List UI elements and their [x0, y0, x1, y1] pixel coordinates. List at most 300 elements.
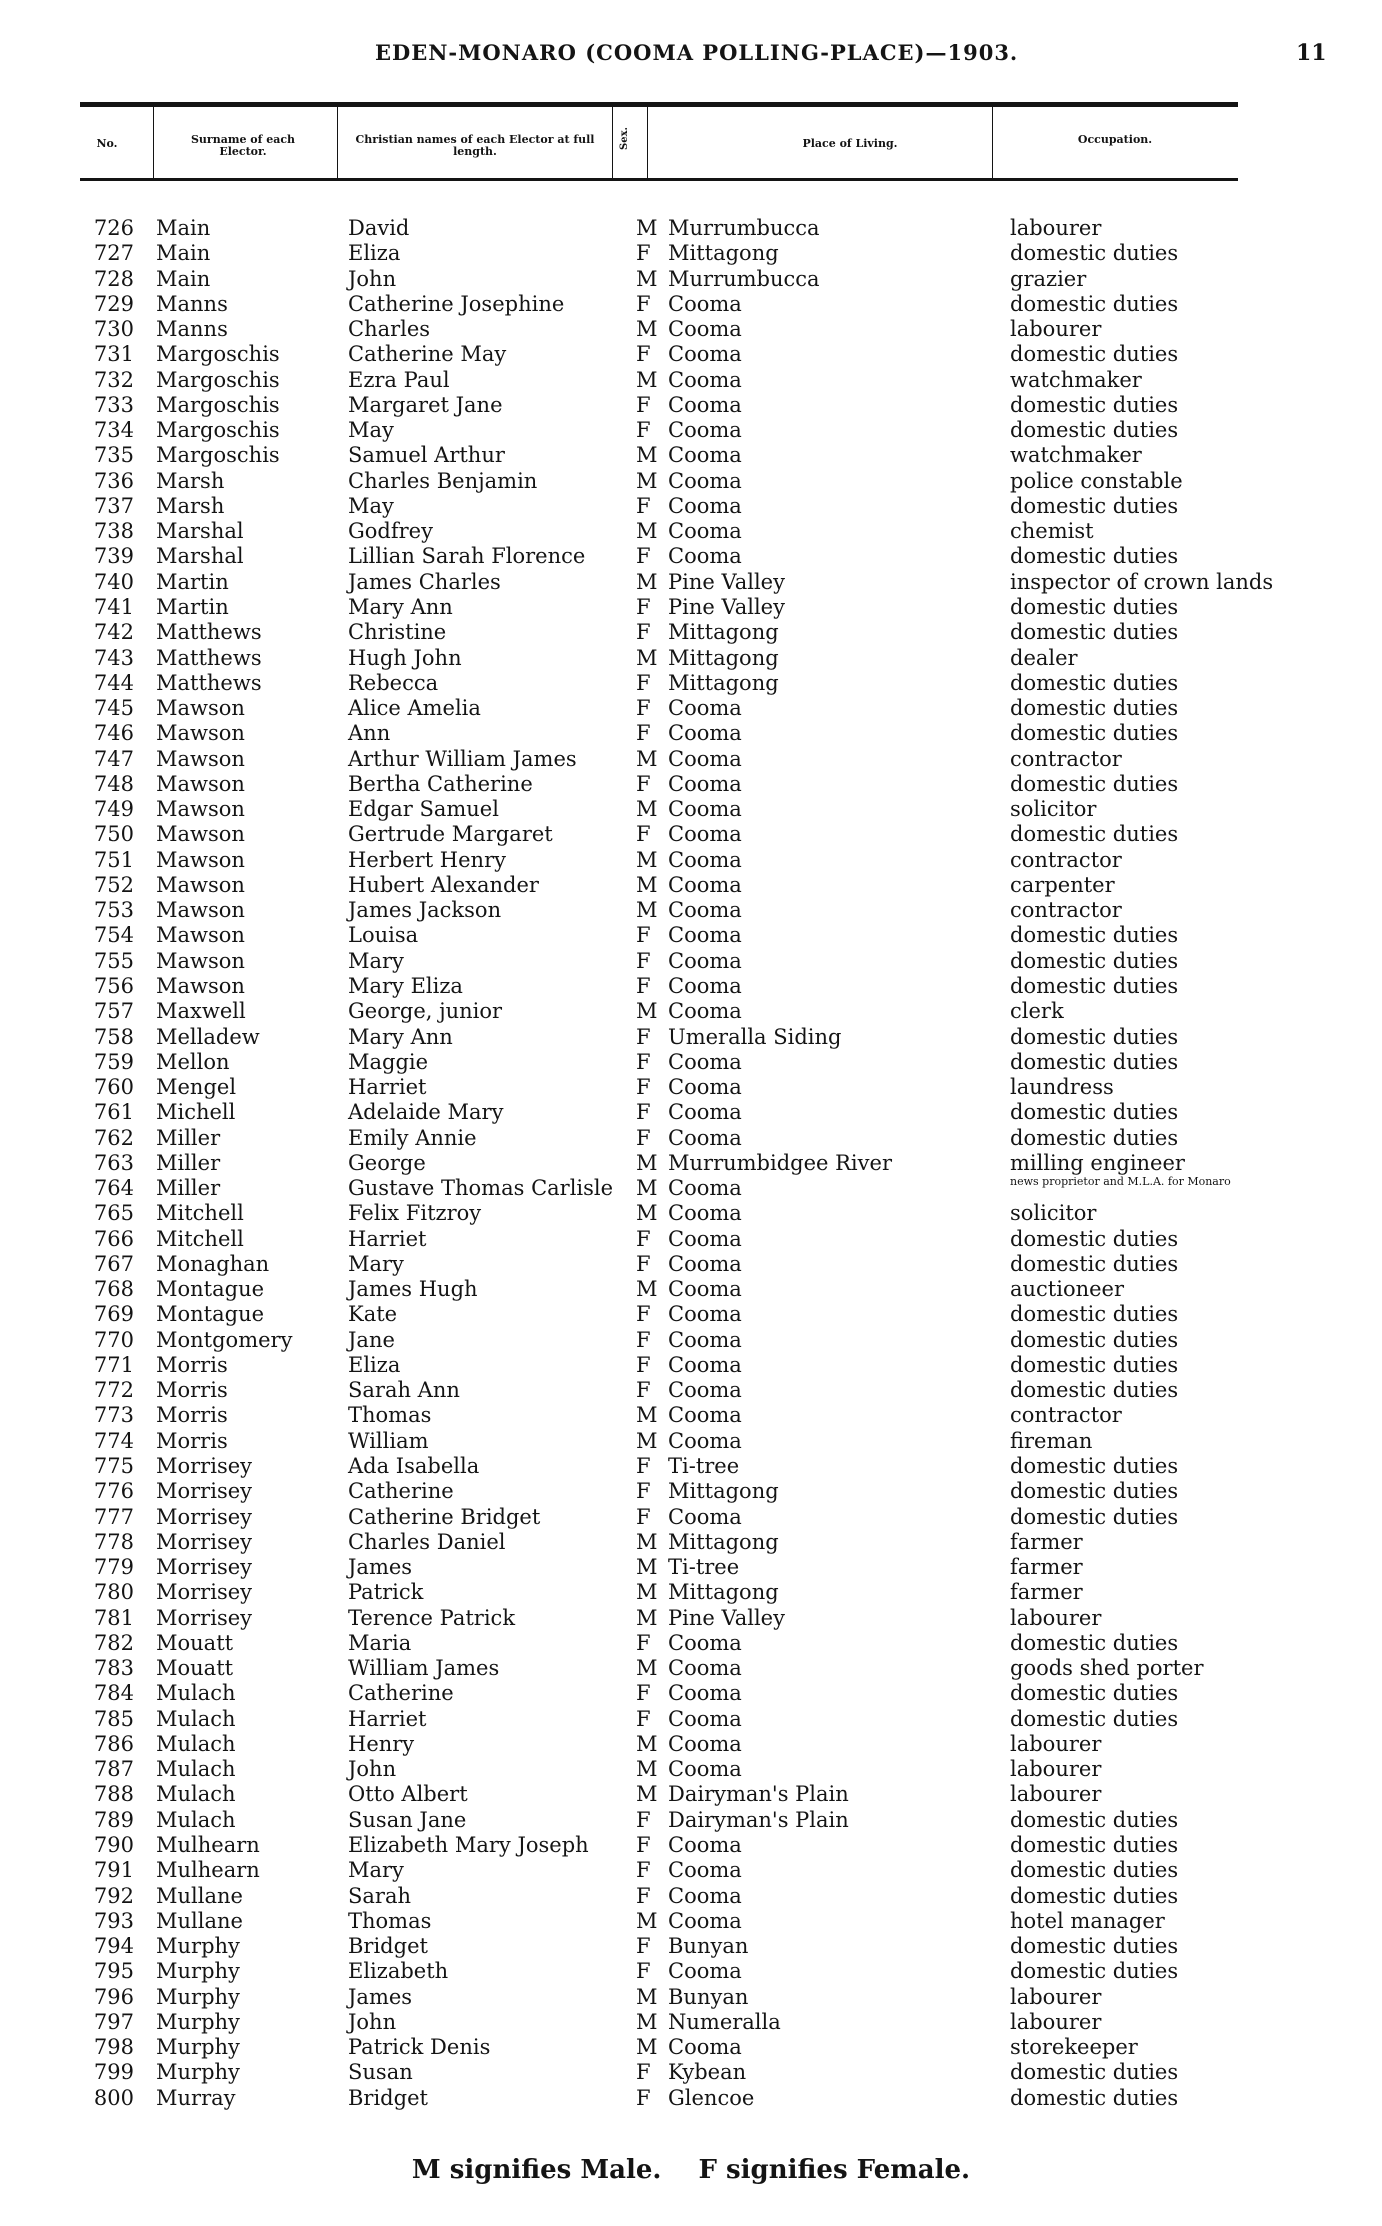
table-row — [0, 1454, 1382, 1479]
elector-surname: Morrisey — [156, 1504, 253, 1529]
elector-place-of-living: Cooma — [668, 898, 742, 923]
elector-surname: Marsh — [156, 468, 225, 493]
elector-occupation: farmer — [1010, 1580, 1083, 1605]
elector-occupation: farmer — [1010, 1529, 1083, 1554]
elector-christian-names: Terence Patrick — [348, 1605, 516, 1630]
elector-number: 757 — [93, 999, 134, 1024]
table-row — [0, 1025, 1382, 1050]
elector-christian-names: John — [348, 2009, 397, 2034]
table-row — [0, 1681, 1382, 1706]
table-row — [0, 797, 1382, 822]
column-header-place: Place of Living. — [802, 137, 898, 150]
elector-number: 783 — [93, 1656, 134, 1681]
elector-surname: Mulhearn — [156, 1858, 260, 1883]
elector-occupation: labourer — [1010, 317, 1102, 342]
elector-occupation: domestic duties — [1010, 923, 1179, 948]
elector-christian-names: Susan — [348, 2060, 413, 2085]
table-row — [0, 368, 1382, 393]
elector-table-body — [0, 216, 1382, 2111]
elector-number: 745 — [93, 696, 134, 721]
elector-christian-names: Charles Daniel — [348, 1529, 506, 1554]
elector-surname: Mawson — [156, 847, 245, 872]
elector-number: 790 — [93, 1833, 134, 1857]
elector-christian-names: Catherine Josephine — [348, 291, 565, 316]
elector-surname: Montgomery — [156, 1327, 293, 1352]
elector-occupation: domestic duties — [1010, 822, 1179, 847]
elector-sex: M — [636, 2035, 658, 2060]
elector-number: 760 — [93, 1075, 134, 1100]
elector-sex: M — [636, 1428, 658, 1453]
elector-sex: M — [636, 1555, 658, 1580]
elector-surname: Margoschis — [156, 342, 280, 367]
elector-number: 770 — [93, 1327, 134, 1352]
table-row — [0, 292, 1382, 317]
elector-occupation: solicitor — [1010, 1201, 1097, 1226]
elector-occupation: domestic duties — [1010, 973, 1179, 998]
table-row — [0, 1934, 1382, 1959]
elector-surname: Miller — [156, 1150, 221, 1175]
elector-surname: Mulach — [156, 1757, 236, 1782]
elector-place-of-living: Mittagong — [668, 670, 779, 695]
elector-number: 750 — [93, 822, 134, 847]
elector-number: 767 — [93, 1251, 134, 1276]
elector-christian-names: Bertha Catherine — [348, 771, 533, 796]
elector-place-of-living: Cooma — [668, 1706, 742, 1731]
elector-place-of-living: Cooma — [668, 771, 742, 796]
elector-place-of-living: Bunyan — [668, 1934, 749, 1959]
elector-number: 785 — [93, 1706, 134, 1731]
elector-surname: Mawson — [156, 822, 245, 847]
elector-sex: F — [636, 1959, 651, 1984]
elector-sex: M — [636, 898, 658, 923]
elector-christian-names: May — [348, 418, 394, 443]
elector-sex: F — [636, 620, 651, 645]
elector-number: 752 — [93, 872, 134, 897]
elector-christian-names: James — [348, 1555, 413, 1580]
elector-surname: Main — [156, 241, 211, 266]
column-divider — [612, 107, 613, 178]
elector-sex: F — [636, 418, 651, 443]
elector-christian-names: James Hugh — [348, 1277, 478, 1302]
column-divider — [647, 107, 648, 178]
table-row — [0, 1151, 1382, 1176]
elector-place-of-living: Cooma — [668, 1656, 742, 1681]
elector-sex: M — [636, 847, 658, 872]
elector-occupation: labourer — [1010, 216, 1102, 240]
table-row — [0, 342, 1382, 367]
table-row — [0, 1631, 1382, 1656]
elector-surname: Mengel — [156, 1075, 237, 1100]
elector-number: 746 — [93, 721, 134, 746]
elector-christian-names: William — [348, 1428, 429, 1453]
elector-surname: Morrisey — [156, 1454, 253, 1479]
table-row — [0, 646, 1382, 671]
elector-number: 741 — [93, 594, 134, 619]
elector-occupation: domestic duties — [1010, 1302, 1179, 1327]
elector-place-of-living: Cooma — [668, 1049, 742, 1074]
elector-occupation: domestic duties — [1010, 1251, 1179, 1276]
column-divider — [992, 107, 993, 178]
table-row — [0, 317, 1382, 342]
table-row — [0, 1505, 1382, 1530]
elector-sex: M — [636, 1757, 658, 1782]
elector-place-of-living: Glencoe — [668, 2085, 755, 2110]
table-row — [0, 620, 1382, 645]
elector-sex: M — [636, 1605, 658, 1630]
elector-place-of-living: Cooma — [668, 1075, 742, 1100]
elector-sex: M — [636, 645, 658, 670]
elector-sex: F — [636, 948, 651, 973]
elector-surname: Murphy — [156, 1959, 240, 1984]
elector-number: 730 — [93, 317, 134, 342]
elector-surname: Mullane — [156, 1908, 243, 1933]
elector-number: 768 — [93, 1277, 134, 1302]
elector-place-of-living: Cooma — [668, 973, 742, 998]
elector-place-of-living: Cooma — [668, 999, 742, 1024]
elector-christian-names: Maria — [348, 1630, 412, 1655]
elector-christian-names: Rebecca — [348, 670, 439, 695]
elector-occupation: labourer — [1010, 1605, 1102, 1630]
elector-sex: F — [636, 1100, 651, 1125]
table-row — [0, 1732, 1382, 1757]
elector-sex: M — [636, 1908, 658, 1933]
elector-number: 794 — [93, 1934, 134, 1959]
table-row — [0, 1075, 1382, 1100]
elector-surname: Morris — [156, 1403, 228, 1428]
elector-occupation: dealer — [1010, 645, 1078, 670]
elector-place-of-living: Pine Valley — [668, 1605, 785, 1630]
elector-number: 763 — [93, 1150, 134, 1175]
elector-surname: Mellon — [156, 1049, 230, 1074]
elector-occupation: domestic duties — [1010, 721, 1179, 746]
elector-number: 733 — [93, 392, 134, 417]
elector-christian-names: Ada Isabella — [348, 1454, 480, 1479]
elector-occupation: hotel manager — [1010, 1908, 1165, 1933]
elector-number: 777 — [93, 1504, 134, 1529]
elector-place-of-living: Cooma — [668, 1125, 742, 1150]
elector-occupation: domestic duties — [1010, 771, 1179, 796]
elector-sex: F — [636, 1327, 651, 1352]
elector-surname: Maxwell — [156, 999, 246, 1024]
elector-sex: M — [636, 1731, 658, 1756]
elector-occupation: domestic duties — [1010, 1049, 1179, 1074]
elector-christian-names: John — [348, 266, 397, 291]
elector-sex: F — [636, 1251, 651, 1276]
elector-christian-names: Catherine — [348, 1681, 454, 1706]
elector-number: 798 — [93, 2035, 134, 2060]
elector-place-of-living: Cooma — [668, 519, 742, 544]
elector-christian-names: Sarah Ann — [348, 1378, 460, 1403]
table-row — [0, 1580, 1382, 1605]
elector-christian-names: Maggie — [348, 1049, 429, 1074]
elector-number: 737 — [93, 493, 134, 518]
elector-occupation: domestic duties — [1010, 1226, 1179, 1251]
elector-number: 756 — [93, 973, 134, 998]
table-row — [0, 1479, 1382, 1504]
elector-sex: F — [636, 1883, 651, 1908]
elector-sex: M — [636, 569, 658, 594]
elector-sex: F — [636, 1807, 651, 1832]
elector-place-of-living: Mittagong — [668, 1529, 779, 1554]
elector-sex: M — [636, 1176, 658, 1201]
elector-place-of-living: Dairyman's Plain — [668, 1782, 849, 1807]
elector-number: 799 — [93, 2060, 134, 2085]
elector-surname: Mawson — [156, 923, 245, 948]
elector-surname: Manns — [156, 317, 228, 342]
elector-occupation: labourer — [1010, 2009, 1102, 2034]
elector-number: 796 — [93, 1984, 134, 2009]
table-row — [0, 519, 1382, 544]
table-row — [0, 848, 1382, 873]
elector-number: 800 — [93, 2085, 134, 2110]
elector-occupation: farmer — [1010, 1555, 1083, 1580]
elector-sex: M — [636, 872, 658, 897]
elector-place-of-living: Umeralla Siding — [668, 1024, 842, 1049]
table-row — [0, 393, 1382, 418]
elector-surname: Murphy — [156, 2060, 240, 2085]
elector-sex: M — [636, 1403, 658, 1428]
elector-sex: F — [636, 923, 651, 948]
elector-place-of-living: Pine Valley — [668, 569, 785, 594]
table-row — [0, 1328, 1382, 1353]
elector-place-of-living: Cooma — [668, 1757, 742, 1782]
elector-place-of-living: Pine Valley — [668, 594, 785, 619]
elector-number: 772 — [93, 1378, 134, 1403]
elector-christian-names: Thomas — [348, 1403, 432, 1428]
elector-number: 742 — [93, 620, 134, 645]
elector-christian-names: David — [348, 216, 410, 240]
table-row — [0, 1201, 1382, 1226]
table-row — [0, 1302, 1382, 1327]
elector-surname: Mawson — [156, 771, 245, 796]
elector-place-of-living: Cooma — [668, 948, 742, 973]
elector-number: 729 — [93, 291, 134, 316]
table-row — [0, 418, 1382, 443]
elector-place-of-living: Cooma — [668, 822, 742, 847]
elector-number: 751 — [93, 847, 134, 872]
elector-christian-names: Harriet — [348, 1226, 427, 1251]
elector-occupation: domestic duties — [1010, 1883, 1179, 1908]
elector-surname: Morrisey — [156, 1605, 253, 1630]
elector-place-of-living: Ti-tree — [668, 1555, 740, 1580]
footer-male-note: M signifies Male. — [411, 2155, 662, 2185]
elector-sex: M — [636, 1984, 658, 2009]
elector-surname: Mulach — [156, 1731, 236, 1756]
elector-sex: M — [636, 1201, 658, 1226]
elector-christian-names: Mary Ann — [348, 594, 453, 619]
elector-sex: F — [636, 493, 651, 518]
elector-number: 762 — [93, 1125, 134, 1150]
elector-surname: Monaghan — [156, 1251, 270, 1276]
elector-christian-names: Gertrude Margaret — [348, 822, 553, 847]
elector-surname: Mulach — [156, 1706, 236, 1731]
elector-sex: F — [636, 1479, 651, 1504]
elector-surname: Morrisey — [156, 1555, 253, 1580]
table-row — [0, 873, 1382, 898]
elector-surname: Martin — [156, 594, 229, 619]
elector-christian-names: George — [348, 1150, 426, 1175]
elector-sex: M — [636, 1277, 658, 1302]
elector-sex: F — [636, 392, 651, 417]
elector-surname: Mitchell — [156, 1201, 244, 1226]
elector-number: 775 — [93, 1454, 134, 1479]
elector-number: 791 — [93, 1858, 134, 1883]
elector-christian-names: Catherine Bridget — [348, 1504, 541, 1529]
elector-place-of-living: Cooma — [668, 468, 742, 493]
elector-christian-names: Lillian Sarah Florence — [348, 544, 586, 569]
table-row — [0, 1656, 1382, 1681]
elector-number: 795 — [93, 1959, 134, 1984]
elector-christian-names: James Jackson — [348, 898, 502, 923]
elector-number: 773 — [93, 1403, 134, 1428]
elector-surname: Murphy — [156, 2009, 240, 2034]
elector-number: 797 — [93, 2009, 134, 2034]
elector-place-of-living: Cooma — [668, 797, 742, 822]
elector-surname: Mawson — [156, 721, 245, 746]
elector-christian-names: Mary Eliza — [348, 973, 463, 998]
table-row — [0, 1909, 1382, 1934]
elector-occupation: domestic duties — [1010, 544, 1179, 569]
elector-place-of-living: Cooma — [668, 1100, 742, 1125]
elector-number: 747 — [93, 746, 134, 771]
elector-christian-names: Harriet — [348, 1706, 427, 1731]
elector-sex: F — [636, 973, 651, 998]
elector-occupation: domestic duties — [1010, 1959, 1179, 1984]
table-row — [0, 1277, 1382, 1302]
elector-occupation: auctioneer — [1010, 1277, 1125, 1302]
elector-surname: Main — [156, 266, 211, 291]
elector-occupation: storekeeper — [1010, 2035, 1138, 2060]
elector-place-of-living: Numeralla — [668, 2009, 781, 2034]
elector-christian-names: Alice Amelia — [348, 696, 481, 721]
elector-christian-names: Mary Ann — [348, 1024, 453, 1049]
elector-occupation: carpenter — [1010, 872, 1115, 897]
elector-christian-names: Jane — [348, 1327, 395, 1352]
elector-christian-names: Eliza — [348, 241, 401, 266]
elector-number: 765 — [93, 1201, 134, 1226]
table-row — [0, 1782, 1382, 1807]
elector-number: 792 — [93, 1883, 134, 1908]
elector-occupation: domestic duties — [1010, 493, 1179, 518]
elector-sex: F — [636, 721, 651, 746]
elector-place-of-living: Cooma — [668, 1176, 742, 1201]
elector-occupation: domestic duties — [1010, 1504, 1179, 1529]
elector-surname: Mawson — [156, 746, 245, 771]
elector-christian-names: Catherine — [348, 1479, 454, 1504]
elector-place-of-living: Cooma — [668, 923, 742, 948]
elector-number: 786 — [93, 1731, 134, 1756]
table-row — [0, 949, 1382, 974]
elector-sex: M — [636, 797, 658, 822]
table-row — [0, 494, 1382, 519]
table-row — [0, 822, 1382, 847]
elector-place-of-living: Cooma — [668, 1226, 742, 1251]
elector-place-of-living: Cooma — [668, 291, 742, 316]
elector-christian-names: Eliza — [348, 1352, 401, 1377]
table-row — [0, 1252, 1382, 1277]
elector-christian-names: Elizabeth — [348, 1959, 449, 1984]
table-row — [0, 469, 1382, 494]
elector-sex: M — [636, 1150, 658, 1175]
table-row — [0, 974, 1382, 999]
elector-place-of-living: Murrumbidgee River — [668, 1150, 892, 1175]
elector-number: 754 — [93, 923, 134, 948]
elector-occupation: domestic duties — [1010, 241, 1179, 266]
table-row — [0, 721, 1382, 746]
page-header — [0, 40, 1382, 80]
elector-number: 758 — [93, 1024, 134, 1049]
elector-surname: Murphy — [156, 2035, 240, 2060]
elector-place-of-living: Cooma — [668, 696, 742, 721]
elector-surname: Montague — [156, 1302, 265, 1327]
table-row — [0, 1757, 1382, 1782]
column-header-no: No. — [96, 137, 118, 150]
elector-number: 755 — [93, 948, 134, 973]
elector-sex: M — [636, 1782, 658, 1807]
elector-sex: F — [636, 1454, 651, 1479]
elector-christian-names: Ann — [348, 721, 391, 746]
elector-occupation: domestic duties — [1010, 1100, 1179, 1125]
column-header-christian-names: Christian names of each Elector at full length. — [355, 133, 595, 158]
elector-occupation: domestic duties — [1010, 670, 1179, 695]
elector-surname: Mawson — [156, 797, 245, 822]
elector-number: 738 — [93, 519, 134, 544]
elector-place-of-living: Cooma — [668, 1504, 742, 1529]
elector-place-of-living: Mittagong — [668, 645, 779, 670]
table-row — [0, 570, 1382, 595]
elector-occupation: news proprietor and M.L.A. for Monaro — [1010, 1175, 1231, 1189]
elector-occupation: grazier — [1010, 266, 1087, 291]
elector-occupation: contractor — [1010, 898, 1122, 923]
column-divider — [153, 107, 154, 178]
table-row — [0, 2010, 1382, 2035]
elector-sex: F — [636, 2060, 651, 2085]
table-row — [0, 772, 1382, 797]
elector-christian-names: Christine — [348, 620, 447, 645]
elector-place-of-living: Cooma — [668, 1858, 742, 1883]
elector-christian-names: Charles — [348, 317, 431, 342]
elector-occupation: laundress — [1010, 1075, 1114, 1100]
elector-sex: F — [636, 1630, 651, 1655]
elector-number: 787 — [93, 1757, 134, 1782]
elector-christian-names: James — [348, 1984, 413, 2009]
elector-place-of-living: Cooma — [668, 1630, 742, 1655]
table-top-rule — [80, 102, 1238, 107]
elector-christian-names: Mary — [348, 948, 404, 973]
elector-occupation: watchmaker — [1010, 443, 1142, 468]
elector-surname: Morris — [156, 1378, 228, 1403]
elector-occupation: domestic duties — [1010, 392, 1179, 417]
elector-sex: F — [636, 1681, 651, 1706]
elector-occupation: clerk — [1010, 999, 1064, 1024]
elector-surname: Marshal — [156, 544, 244, 569]
elector-number: 731 — [93, 342, 134, 367]
footer-legend — [0, 2155, 1382, 2185]
table-row — [0, 1100, 1382, 1125]
table-row — [0, 241, 1382, 266]
elector-occupation: solicitor — [1010, 797, 1097, 822]
elector-occupation: chemist — [1010, 519, 1094, 544]
elector-surname: Morris — [156, 1428, 228, 1453]
elector-number: 761 — [93, 1100, 134, 1125]
elector-place-of-living: Cooma — [668, 342, 742, 367]
elector-number: 732 — [93, 367, 134, 392]
elector-surname: Morrisey — [156, 1529, 253, 1554]
elector-occupation: domestic duties — [1010, 1378, 1179, 1403]
elector-surname: Matthews — [156, 670, 262, 695]
table-row — [0, 747, 1382, 772]
elector-number: 739 — [93, 544, 134, 569]
